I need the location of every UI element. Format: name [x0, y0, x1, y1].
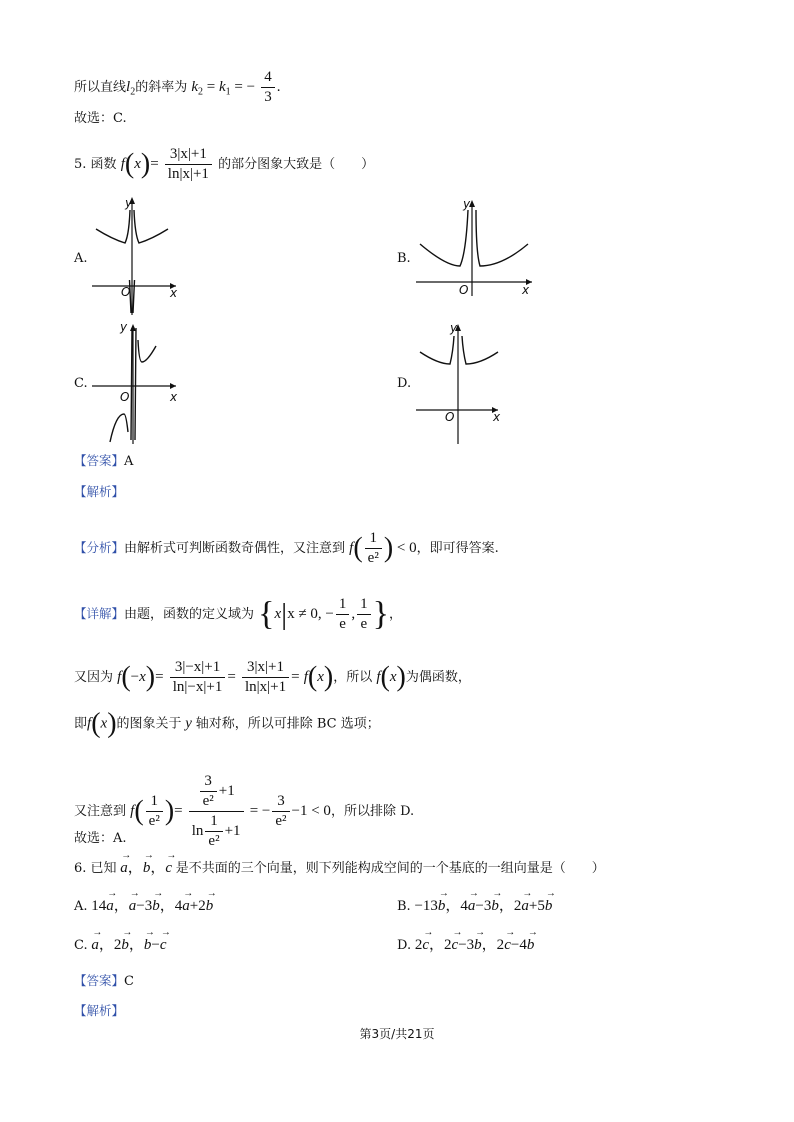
q5-option-a-label: A.: [74, 251, 88, 266]
prev-slope-line: 所以直线$l_2$的斜率为 $k_2 = k_1$ = − $\frac{4}{3}$ .: [74, 69, 281, 105]
q6-stem: 6. 已知 → a，→ b，→ c 是不共面的三个向量，则下列能构成空间的一个基底的一组向量是（ ）: [74, 861, 605, 876]
q5-option-d-label: D.: [397, 376, 412, 391]
q5-even-line: 又因为 f(−x)= $\frac{3|-x|+1}{\ln|-x|+1}$ = $\frac{3|x|+1}{\ln|x|+1}$ = f(x)，所以 f(x)为偶函数，: [74, 659, 471, 695]
q5-graph-c-origin: O: [120, 390, 130, 404]
q5-graph-b-origin: O: [459, 283, 469, 297]
q5-choose: 故选：A.: [74, 831, 127, 846]
q5-note-line: 又注意到 f( $\frac{1}{\text{e²}}$ )= $\frac{3}{\text{e²}}$ +1 ln $\frac{1}{\text{e²}}$ +1 = − $\frac{3}{\text{e²}}$ −1 < 0，所以排除 D.: [74, 773, 415, 849]
q5-graph-a-x: x: [170, 286, 178, 300]
q5-graph-a-origin: O: [121, 285, 131, 299]
prev-choose: 故选：C.: [74, 111, 127, 126]
q5-jiexi-tag: 【解析】: [74, 484, 125, 499]
q5-sym-line: 即f(x)的图象关于 y 轴对称，所以可排除 BC 选项；: [74, 708, 380, 739]
q5-xiangjie: 【详解】由题，函数的定义域为 {x|x ≠ 0, − $\frac{1}{e}$ , $\frac{1}{e}$ }，: [74, 595, 402, 633]
q5-graph-d: [414, 322, 504, 444]
q6-jiexi-tag: 【解析】: [74, 1003, 125, 1018]
q5-answer: 【答案】A: [74, 453, 134, 469]
q5-graph-d-y: y: [450, 321, 458, 335]
q6-option-d: D. 2→ c，2→ c−3→ b，2→ c−4→ b: [397, 938, 534, 953]
q6-answer: 【答案】C: [74, 973, 134, 989]
q5-graph-b-y: y: [463, 197, 471, 211]
q5-graph-d-x: x: [493, 410, 501, 424]
q5-graph-a-y: y: [125, 196, 133, 210]
q5-graph-c-x: x: [170, 390, 178, 404]
q5-option-c-label: C.: [74, 376, 88, 391]
q6-option-b: B. −13→ b，4→ a−3→ b，2→ a+5→ b: [397, 899, 552, 914]
q5-graph-b-x: x: [522, 283, 530, 297]
q6-option-c: C. → a，2→ b，→ b−→ c: [74, 938, 167, 953]
page-footer: 第3页/共21页: [359, 1027, 435, 1041]
q5-graph-d-origin: O: [445, 410, 455, 424]
q5-graph-a: [92, 195, 182, 315]
q6-option-a: A. 14→ a，→ a−3→ b，4→ a+2→ b: [74, 899, 213, 914]
q5-graph-c-y: y: [120, 320, 128, 334]
q5-graph-c: [92, 322, 184, 444]
q5-stem: 5. 函数 f(x)= $\frac{3|x|+1}{\ln|x|+1}$ 的部分图象大致是（ ）: [74, 146, 375, 182]
q5-option-b-label: B.: [397, 251, 411, 266]
q5-graph-b: [414, 198, 539, 296]
q5-fenxi: 【分析】由解析式可判断函数奇偶性，又注意到 f( $\frac{1}{\text{e²}}$ ) < 0，即可得答案.: [74, 530, 499, 566]
